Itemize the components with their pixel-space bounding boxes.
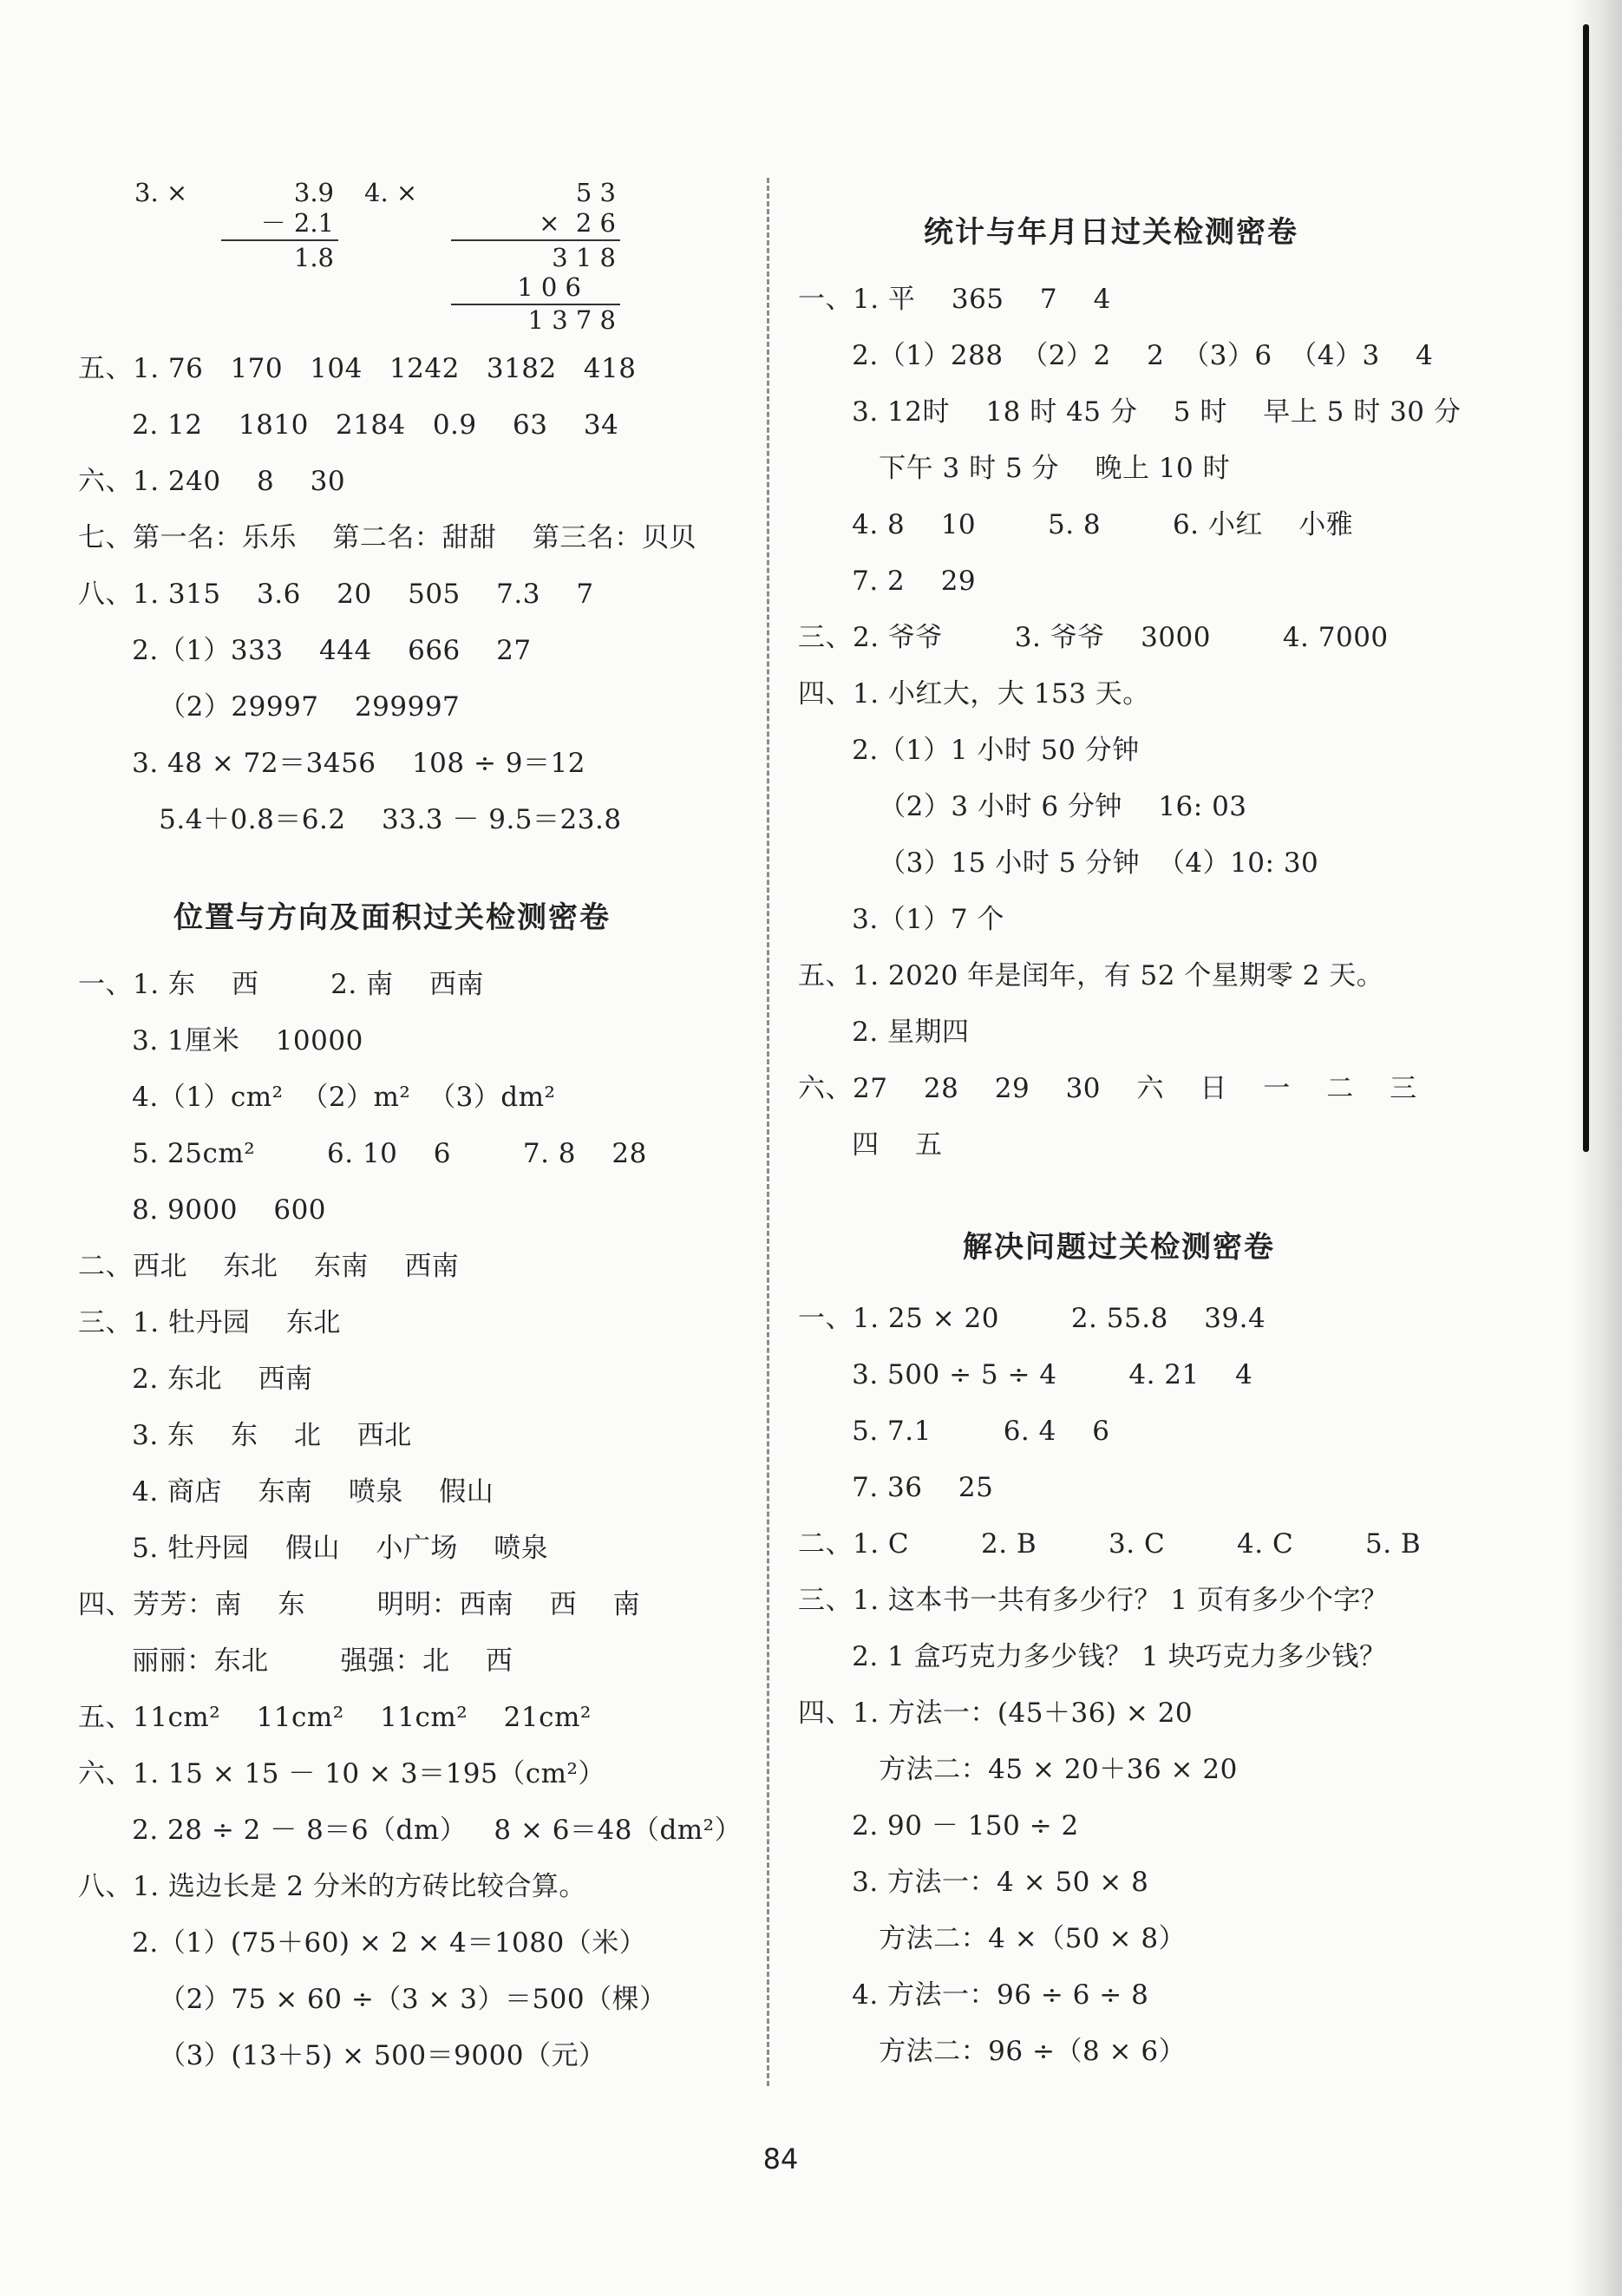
calc-b-top: 5 3 — [575, 178, 616, 207]
answer-line: （2）29997 299997 — [78, 691, 461, 723]
answer-line: 4. 8 10 5. 8 6. 小红 小雅 — [798, 509, 1354, 540]
calc-b-partial-1: 3 1 8 — [552, 243, 616, 272]
calc-a-result: 1.8 — [293, 243, 334, 272]
answer-line: 五、1. 76 170 104 1242 3182 418 — [78, 353, 637, 384]
answer-line: 3. 48 × 72＝3456 108 ÷ 9＝12 — [78, 748, 585, 779]
answer-line: 2.（1）333 444 666 27 — [78, 635, 532, 666]
answer-line: 2. 12 1810 2184 0.9 63 34 — [78, 409, 619, 441]
answer-line: 五、1. 2020 年是闰年，有 52 个星期零 2 天。 — [798, 960, 1384, 991]
answer-line: 3. 1厘米 10000 — [78, 1025, 363, 1056]
section-title: 解决问题过关检测密卷 — [963, 1230, 1275, 1265]
answer-line: 3.（1）7 个 — [798, 904, 1005, 935]
answer-line: 方法二：96 ÷（8 × 6） — [798, 2036, 1187, 2067]
calc-b-partial-2: 1 0 6 — [517, 272, 581, 302]
answer-line: 二、1. C 2. B 3. C 4. C 5. B — [798, 1528, 1422, 1560]
answer-line: 一、1. 东 西 2. 南 西南 — [78, 969, 485, 1000]
answer-line: 3. 500 ÷ 5 ÷ 4 4. 21 4 — [798, 1359, 1253, 1390]
answer-line: （3）(13＋5) × 500＝9000（元） — [78, 2040, 606, 2071]
answer-line: 4.（1）cm² （2）m² （3）dm² — [78, 1082, 556, 1113]
section-title: 位置与方向及面积过关检测密卷 — [173, 900, 611, 935]
page-edge-line — [1583, 24, 1589, 1152]
answer-line: 5. 7.1 6. 4 6 — [798, 1416, 1110, 1447]
answer-line: 下午 3 时 5 分 晚上 10 时 — [798, 453, 1231, 484]
answer-line: 4. 商店 东南 喷泉 假山 — [78, 1476, 494, 1508]
answer-line: 2.（1）(75＋60) × 2 × 4＝1080（米） — [78, 1927, 647, 1959]
answer-line: 5. 牡丹园 假山 小广场 喷泉 — [78, 1533, 549, 1564]
answer-line: 2. 90 － 150 ÷ 2 — [798, 1810, 1079, 1841]
section-title: 统计与年月日过关检测密卷 — [924, 215, 1298, 250]
answer-line: 2. 星期四 — [798, 1017, 970, 1048]
answer-line: 二、西北 东北 东南 西南 — [78, 1251, 460, 1282]
calc-a-rule — [221, 239, 338, 241]
answer-line: 2. 1 盒巧克力多少钱？ 1 块巧克力多少钱？ — [798, 1641, 1387, 1672]
calc-a-top: 3.9 — [293, 178, 334, 207]
answer-line: 一、1. 25 × 20 2. 55.8 39.4 — [798, 1303, 1266, 1334]
answer-line: 三、1. 牡丹园 东北 — [78, 1307, 341, 1338]
answer-line: 方法二：45 × 20＋36 × 20 — [798, 1754, 1238, 1785]
answer-line: 7. 36 25 — [798, 1472, 994, 1503]
answer-line: 4. 方法一：96 ÷ 6 ÷ 8 — [798, 1979, 1149, 2011]
answer-line: 7. 2 29 — [798, 566, 977, 597]
answer-line: 2.（1）288 （2）2 2 （3）6 （4）3 4 — [798, 340, 1434, 371]
answer-line: 丽丽：东北 强强：北 西 — [78, 1645, 513, 1677]
answer-line: 2.（1）1 小时 50 分钟 — [798, 735, 1140, 766]
answer-line: 七、第一名：乐乐 第二名：甜甜 第三名：贝贝 — [78, 522, 697, 553]
answer-line: 六、1. 15 × 15 － 10 × 3＝195（cm²） — [78, 1758, 605, 1789]
answer-line: 8. 9000 600 — [78, 1194, 327, 1226]
answer-line: 2. 东北 西南 — [78, 1364, 313, 1395]
answer-line: 三、2. 爷爷 3. 爷爷 3000 4. 7000 — [798, 622, 1389, 653]
calc-b-rule-1 — [451, 239, 620, 241]
answer-line: 2. 28 ÷ 2 － 8＝6（dm） 8 × 6＝48（dm²） — [78, 1815, 742, 1846]
calc-a-sub: － 2.1 — [260, 208, 334, 238]
answer-line: （3）15 小时 5 分钟 （4）10: 30 — [798, 847, 1319, 879]
answer-line: 一、1. 平 365 7 4 — [798, 284, 1111, 315]
answer-line: （2）75 × 60 ÷（3 × 3）＝500（棵） — [78, 1984, 667, 2015]
calc-b-result: 1 3 7 8 — [527, 305, 616, 335]
answer-line: 四、1. 方法一：(45＋36) × 20 — [798, 1697, 1194, 1729]
answer-line: 四 五 — [798, 1129, 943, 1161]
answer-line: 三、1. 这本书一共有多少行？ 1 页有多少个字？ — [798, 1585, 1389, 1616]
answer-line: 3. 方法一：4 × 50 × 8 — [798, 1867, 1149, 1898]
answer-line: 3. 12时 18 时 45 分 5 时 早上 5 时 30 分 — [798, 396, 1462, 428]
answer-line: 四、1. 小红大，大 153 天。 — [798, 678, 1150, 710]
page-number: 84 — [762, 2142, 799, 2175]
answer-line: 5.4＋0.8＝6.2 33.3 － 9.5＝23.8 — [78, 804, 622, 835]
answer-line: 六、1. 240 8 30 — [78, 466, 346, 497]
answer-line: （2）3 小时 6 分钟 16: 03 — [798, 791, 1247, 822]
answer-line: 六、27 28 29 30 六 日 一 二 三 — [798, 1073, 1417, 1104]
page-edge-shadow — [1570, 0, 1622, 2296]
calc-label-4: 4. × — [364, 178, 418, 207]
answer-line: 方法二：4 ×（50 × 8） — [798, 1923, 1187, 1954]
answer-line: 八、1. 选边长是 2 分米的方砖比较合算。 — [78, 1871, 586, 1902]
answer-line: 五、11cm² 11cm² 11cm² 21cm² — [78, 1702, 592, 1733]
answer-line: 5. 25cm² 6. 10 6 7. 8 28 — [78, 1138, 647, 1169]
answer-line: 四、芳芳：南 东 明明：西南 西 南 — [78, 1589, 641, 1620]
answer-line: 八、1. 315 3.6 20 505 7.3 7 — [78, 579, 594, 610]
calc-label-3: 3. × — [134, 178, 188, 207]
answer-line: 3. 东 东 北 西北 — [78, 1420, 412, 1451]
calc-b-mul: × 2 6 — [539, 208, 616, 238]
column-divider — [767, 178, 769, 2086]
